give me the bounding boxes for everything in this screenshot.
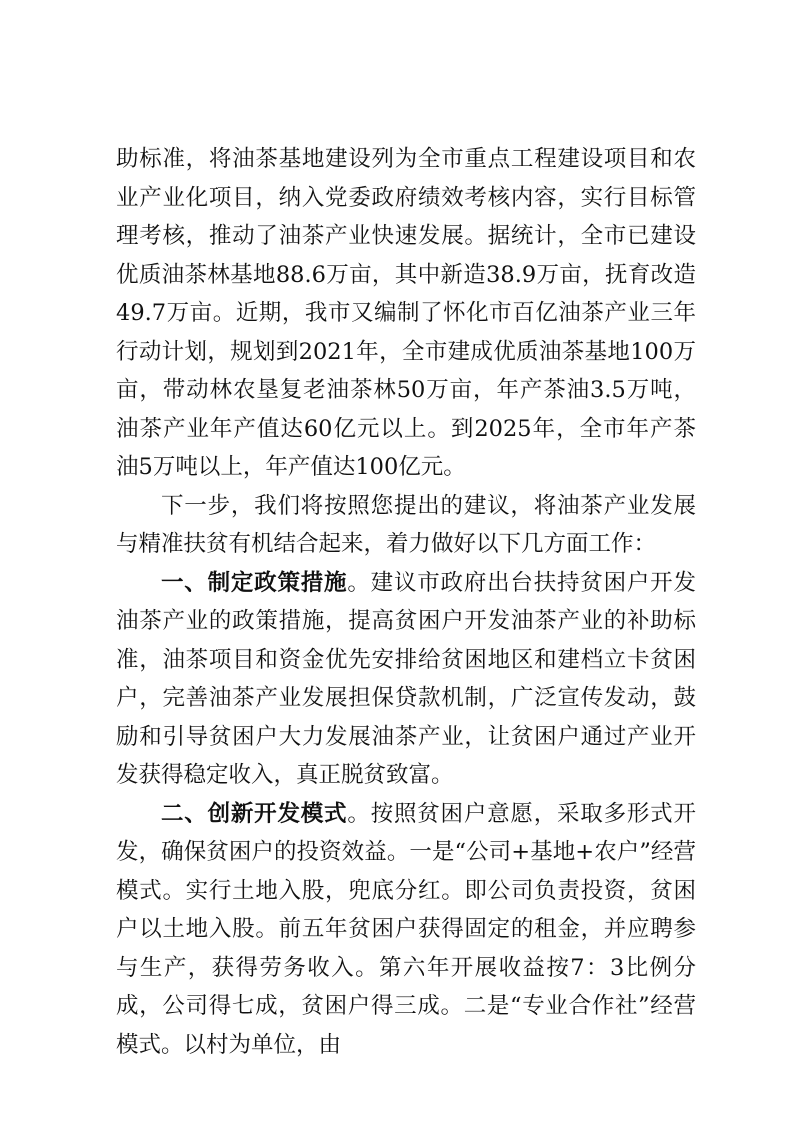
paragraph-development-model xyxy=(116,795,696,1065)
section-heading-model: 二、创新开发模式 xyxy=(161,800,348,827)
paragraph-policy-measures xyxy=(116,564,696,795)
section-body-model: 。按照贫困户意愿，采取多形式开发，确保贫困户的投资效益。一是“公司+基地+农户”经营模式。实行土地入股，兜底分红。即公司负责投资，贫困户以土地入股。前五年贫困户获得固定的租金，并应聘参与生产，获得劳务收入。第六年开展收益按7：3比例分成，公司得七成，贫困户得三成。二是“专业合作社”经营模式。以村为单位，由 xyxy=(116,800,696,1058)
paragraph-next-steps: 下一步，我们将按照您提出的建议，将油茶产业发展与精准扶贫有机结合起来，着力做好以下几方面工作： xyxy=(116,492,696,557)
paragraph-continuation: 助标准，将油茶基地建设列为全市重点工程建设项目和农业产业化项目，纳入党委政府绩效考核内容，实行目标管理考核，推动了油茶产业快速发展。据统计，全市已建设优质油茶林基地88.6万亩，其中新造38.9万亩，抚育改造49.7万亩。近期，我市又编制了怀化市百亿油茶产业三年行动计划，规划到2021年，全市建成优质油茶基地100万亩，带动林农垦复老油茶林50万亩，年产茶油3.5万吨，油茶产业年产值达60亿元以上。到2025年，全市年产茶油5万吨以上，年产值达100亿元。 xyxy=(116,146,696,480)
document-body xyxy=(116,140,696,1064)
section-body-policy: 。建议市政府出台扶持贫困户开发油茶产业的政策措施，提高贫困户开发油茶产业的补助标准，油茶项目和资金优先安排给贫困地区和建档立卡贫困户，完善油茶产业发展担保贷款机制，广泛宣传发动，鼓励和引导贫困户大力发展油茶产业，让贫困户通过产业开发获得稳定收入，真正脱贫致富。 xyxy=(116,569,696,788)
section-heading-policy: 一、制定政策措施 xyxy=(161,569,348,596)
